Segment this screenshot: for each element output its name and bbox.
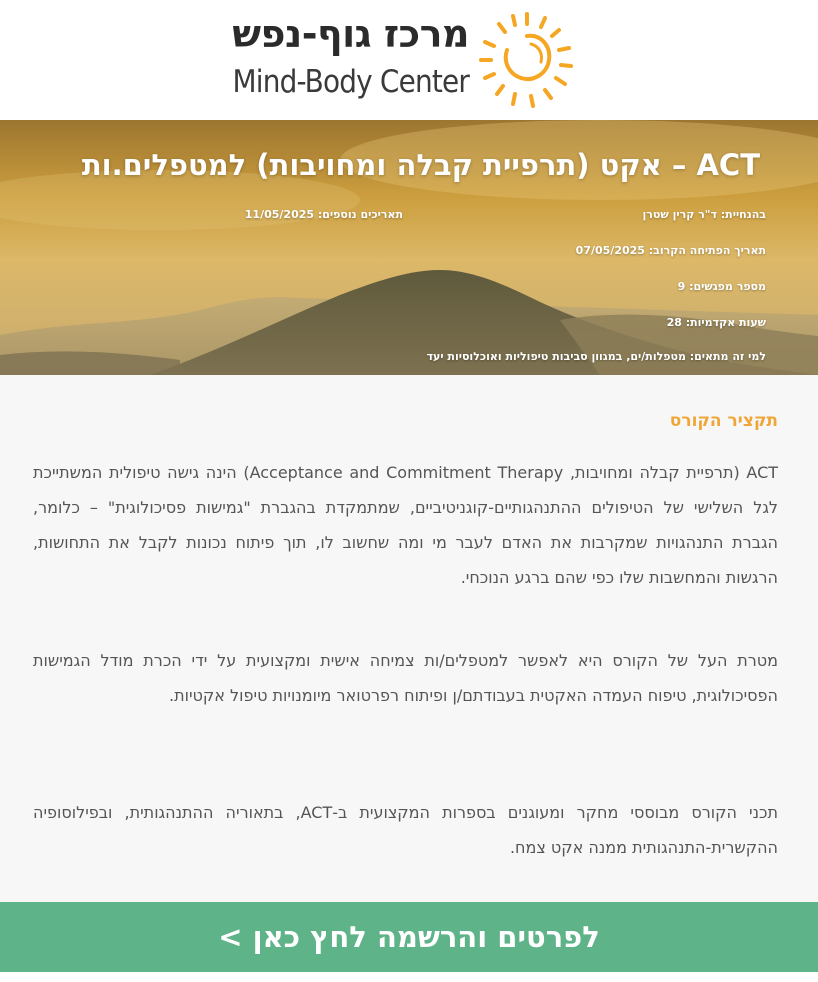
logo-english-text: Mind-Body Center: [232, 64, 469, 100]
summary-paragraph: מטרת העל של הקורס היא לאפשר למטפלים/ות צמיחה אישית ומקצועית על ידי הכרת מודל הגמישות הפסיכולוגית, טיפוח העמדה האקטית בעבודתם/ן ופיתוח רפרטואר מיומנויות טיפול אקטיות.: [33, 651, 778, 705]
course-summary-section: [0, 375, 818, 902]
logo[interactable]: [232, 8, 579, 112]
course-title: ACT – אקט (תרפיית קבלה ומחויבות) למטפלים.ות: [81, 148, 760, 182]
summary-paragraph: ACT (תרפיית קבלה ומחויבות, Acceptance and Commitment Therapy) הינה גישה טיפולית המשתייכת לגל השלישי של הטיפולים ההתנהגותיים-קוגניטיביים, שמתמקדת בהגברת "גמישות פסיכולוגית" – כלומר, הגברת התנהגויות שמקרבות את האדם לעבר מי ומה שחשוב לו, תוך פיתוח נכונות לקבל את התחושות, הרגשות והמחשבות שלו כפי שהם ברגע הנוכחי.: [33, 463, 779, 587]
target-audience: למי זה מתאים: מטפלות/ים, במגוון סביבות טיפוליות ואוכלוסיות יעד: [426, 350, 766, 363]
sun-logo-icon: [475, 8, 579, 112]
summary-paragraph: תכני הקורס מבוססי מחקר ומעוגנים בספרות המקצועית ב-ACT, בתאוריה ההתנהגותית, ובפילוסופיה ההקשרית-התנהגותית ממנה אקט צמח.: [33, 803, 778, 857]
logo-hebrew-text: מרכז גוף-נפש: [232, 12, 469, 56]
additional-dates: תאריכים נוספים: 11/05/2025: [244, 208, 403, 221]
next-opening-date: תאריך הפתיחה הקרוב: 07/05/2025: [575, 244, 766, 257]
course-hero: [0, 120, 818, 375]
academic-hours: שעות אקדמיות: 28: [666, 316, 766, 329]
site-header: [0, 0, 818, 120]
instructor: בהנחיית: ד"ר קרין שטרן: [642, 208, 766, 221]
register-button[interactable]: [0, 902, 818, 972]
meetings-count: מספר מפגשים: 9: [677, 280, 766, 293]
register-button-label: לפרטים והרשמה לחץ כאן >: [218, 920, 600, 954]
summary-title: תקציר הקורס: [669, 411, 778, 431]
bottom-spacer: [0, 972, 818, 982]
